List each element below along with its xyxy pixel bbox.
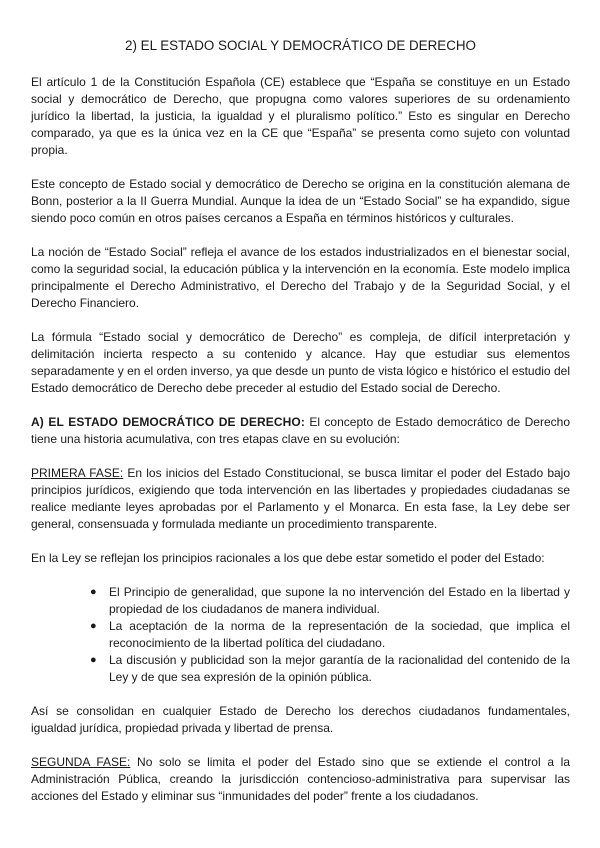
bullet-icon: ● [90, 620, 97, 632]
segunda-fase-label: SEGUNDA FASE: [31, 755, 131, 769]
list-item-text: El Principio de generalidad, que supone la no intervención del Estado en la libertad y propiedad de los ciudadanos de manera individual. [109, 585, 570, 616]
section-a-text: El concepto de Estado democrático de Derecho tiene una historia acumulativa, con tres etapas clave en su evolución: [31, 415, 570, 446]
principles-list [31, 584, 570, 686]
page-title: 2) EL ESTADO SOCIAL Y DEMOCRÁTICO DE DERECHO [125, 38, 476, 53]
paragraph-formula-compleja: La fórmula “Estado social y democrático de Derecho” es compleja, de difícil interpretación y delimitación incierta respecto a su contenido y alcance. Hay que estudiar sus elementos separadamente y en el orden inverso, ya que desde un punto de vista lógico e histórico el estudio del Estado democrático de Derecho debe preceder al estudio del Estado social de Derecho. [31, 330, 570, 395]
ley-intro-paragraph: En la Ley se reflejan los principios racionales a los que debe estar sometido el poder del Estado: [31, 551, 545, 565]
primera-fase-text: En los inicios del Estado Constitucional, se busca limitar el poder del Estado bajo principios jurídicos, exigiendo que toda intervención en las libertades y propiedades ciudadanas se realice mediante leyes aprobadas por el Parlamento y el Monarca. En esta fase, la Ley debe ser general, consensuada y formulada mediante un procedimiento transparente. [31, 466, 571, 531]
section-a-heading: A) EL ESTADO DEMOCRÁTICO DE DERECHO: [31, 415, 305, 429]
bullet-icon: ● [90, 654, 97, 666]
segunda-fase-paragraph [31, 754, 570, 805]
paragraph-nocion-estado-social: La noción de “Estado Social” refleja el avance de los estados industrializados en el bienestar social, como la seguridad social, la educación pública y la intervención en la economía. Este modelo implica principalmente el Derecho Administrativo, el Derecho del Trabajo y de la Seguridad Social, y el Derecho Financiero. [31, 245, 570, 310]
list-item-text: La aceptación de la norma de la representación de la sociedad, que implica el reconocimiento de la libertad política del ciudadano. [109, 619, 570, 650]
primera-fase-paragraph [31, 465, 570, 533]
list-item [90, 652, 570, 686]
segunda-fase-text: No solo se limita el poder del Estado sino que se extiende el control a la Administración Pública, creando la jurisdicción contencioso-administrativa para supervisar las acciones del Estado y eliminar sus “inmunidades del poder” frente a los ciudadanos. [31, 755, 570, 803]
paragraph-origen-bonn: Este concepto de Estado social y democrático de Derecho se origina en la constitución alemana de Bonn, posterior a la II Guerra Mundial. Aunque la idea de un “Estado Social” se ha expandido, sigue siendo poco común en otros países cercanos a España en términos históricos y culturales. [31, 177, 570, 225]
list-item [90, 618, 570, 652]
section-a-paragraph [31, 414, 570, 448]
consolidacion-paragraph: Así se consolidan en cualquier Estado de Derecho los derechos ciudadanos fundamentales, igualdad jurídica, propiedad privada y libertad de prensa. [31, 704, 570, 735]
list-item [90, 584, 570, 618]
bullet-icon: ● [90, 586, 97, 598]
primera-fase-label: PRIMERA FASE: [31, 466, 124, 480]
list-item-text: La discusión y publicidad son la mejor garantía de la racionalidad del contenido de la Ley y de que sea expresión de la opinión pública. [109, 653, 570, 684]
paragraph-articulo-1: El artículo 1 de la Constitución Española (CE) establece que “España se constituye en un Estado social y democrático de Derecho, que propugna como valores superiores de su ordenamiento jurídico la libertad, la justicia, la igualdad y el pluralismo político.” Esto es singular en Derecho comparado, ya que es la única vez en la CE que “España” se presenta como sujeto con voluntad propia. [31, 75, 570, 157]
